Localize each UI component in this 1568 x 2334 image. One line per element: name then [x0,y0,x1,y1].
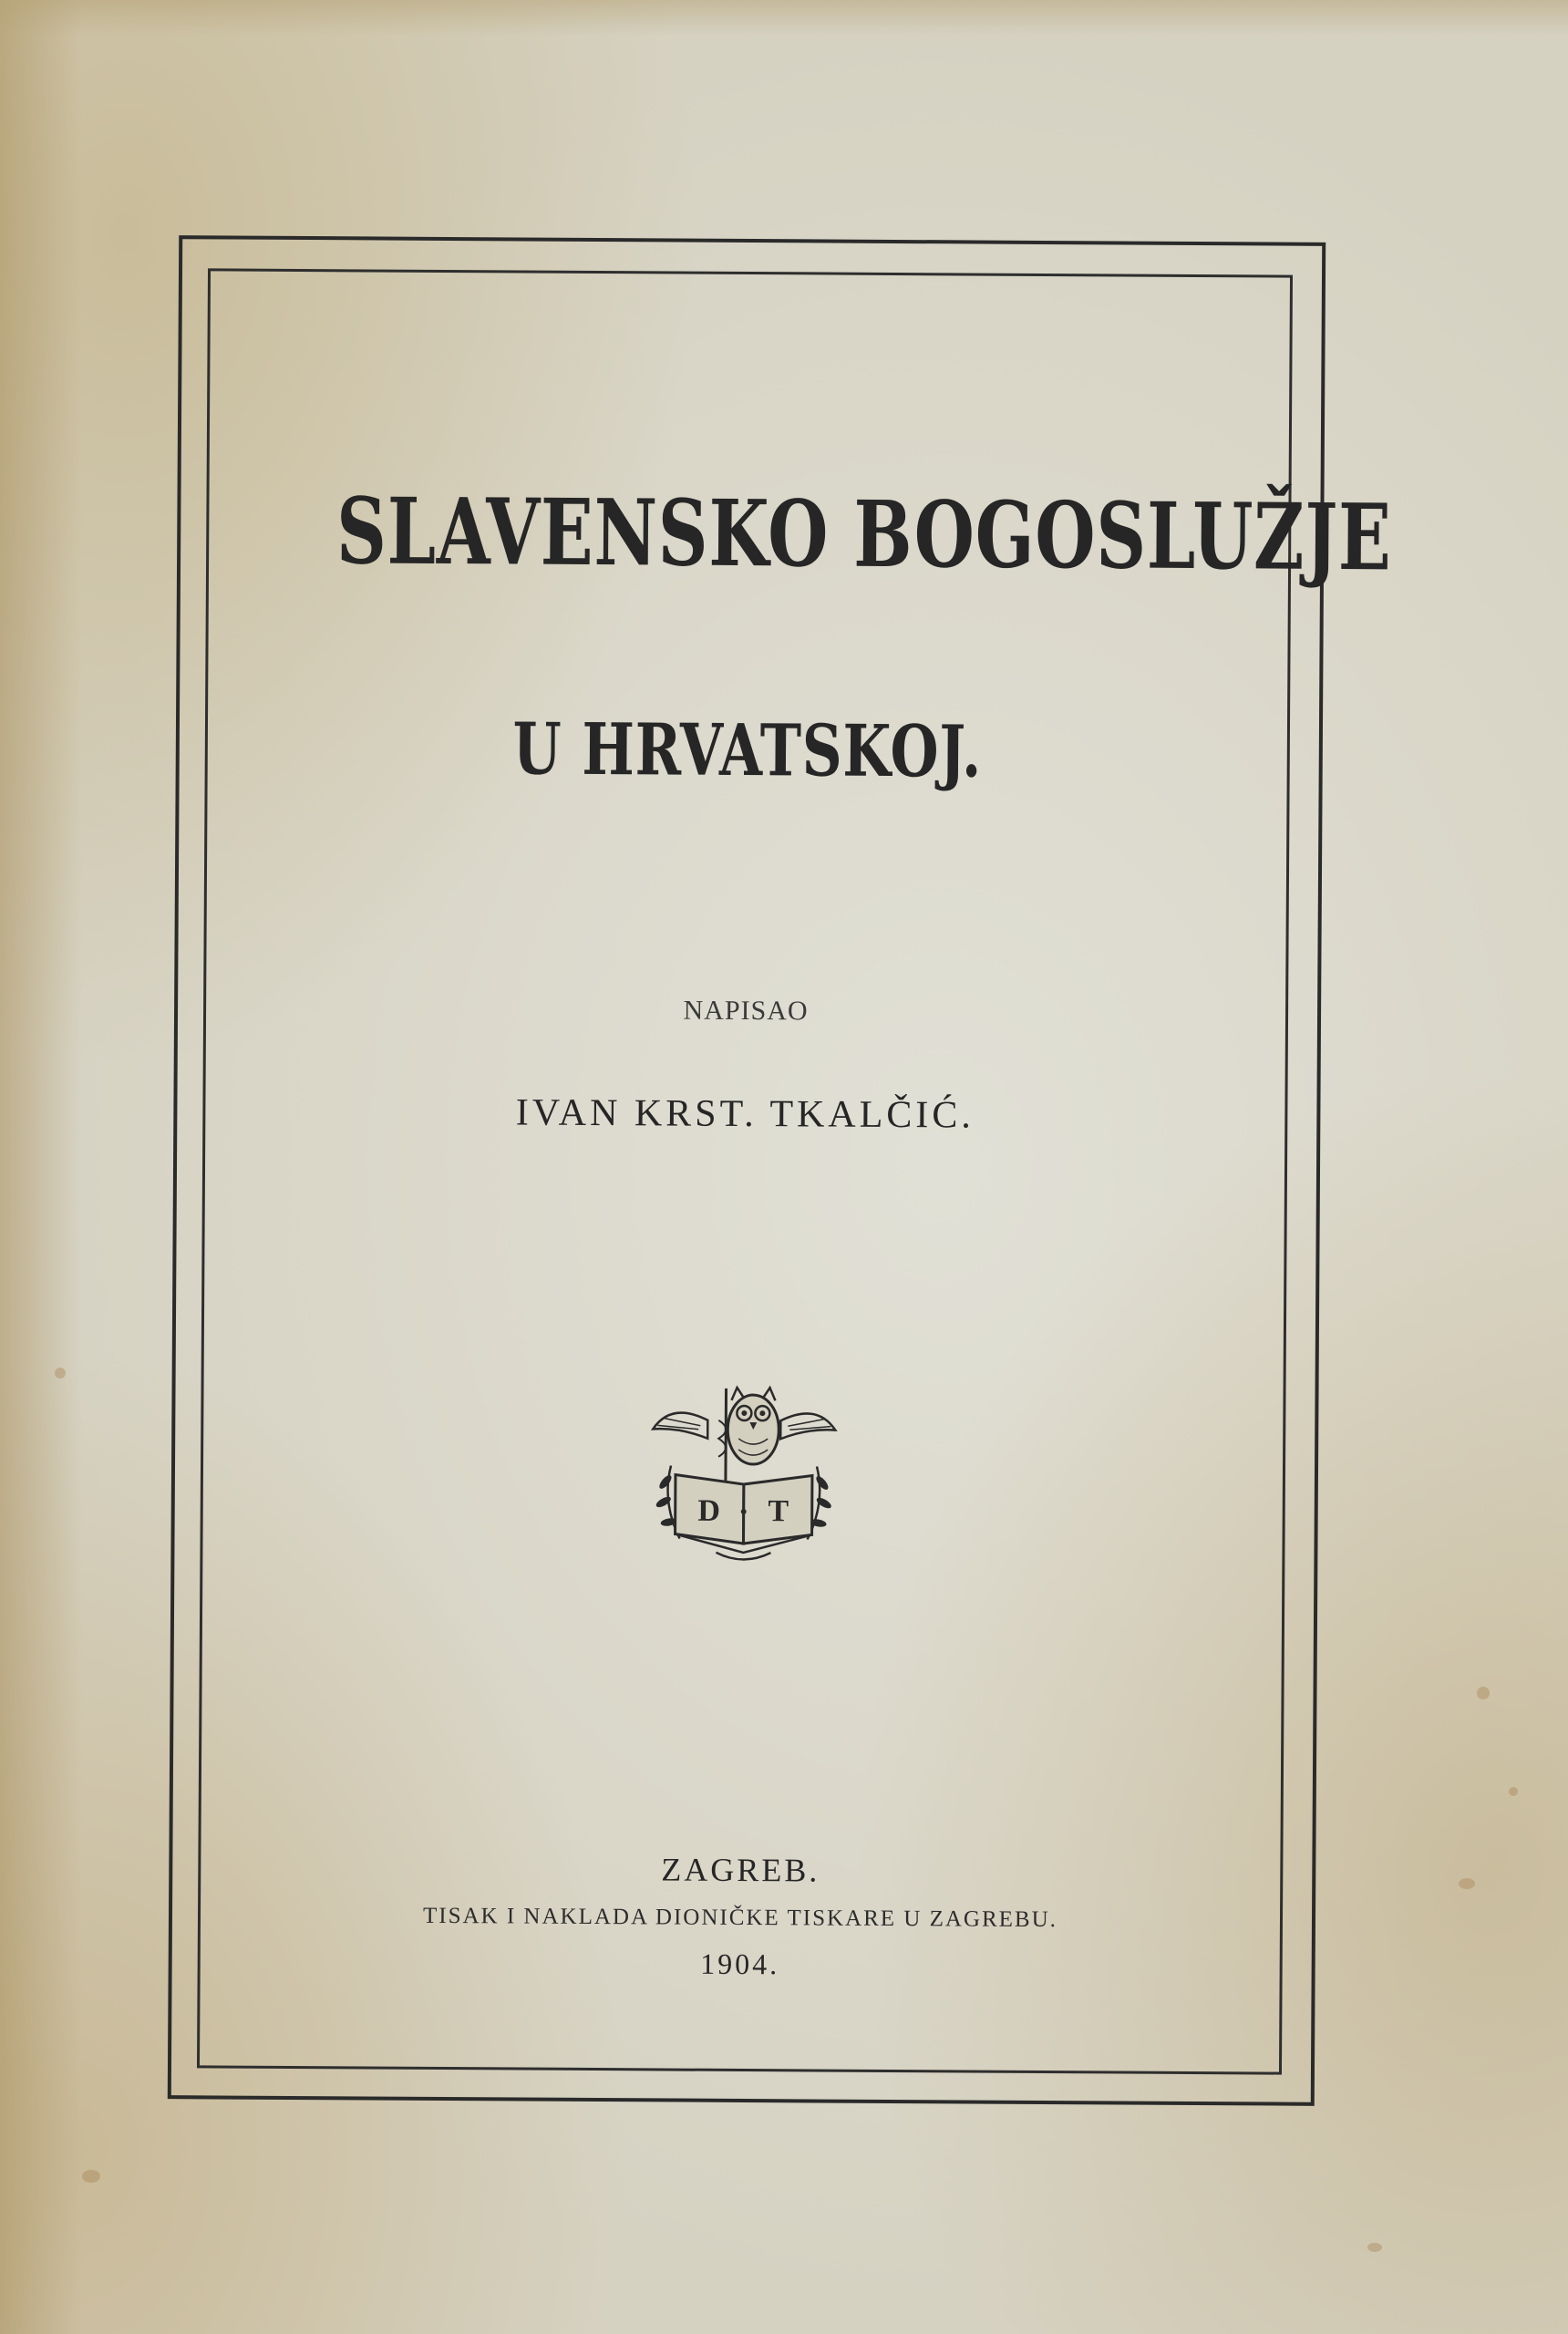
imprint-place: ZAGREB. [661,1851,820,1889]
spine-stain [0,0,82,2334]
svg-text:D: D [697,1493,721,1528]
author-name: IVAN KRST. TKALČIĆ. [515,1091,975,1137]
title-line-2: U HRVATSKOJ. [512,707,983,794]
imprint-year: 1904. [700,1947,780,1981]
foxing-spot [1509,1787,1518,1796]
foxing-spot [1477,1687,1490,1699]
svg-text:T: T [768,1494,789,1529]
cover-content [197,268,1393,2074]
foxing-spot [1459,1878,1475,1889]
foxing-spot [1367,2243,1382,2252]
owl-book-printer-emblem-icon [643,1365,844,1566]
foxing-spot [82,2170,100,2183]
foxing-spot [55,1368,66,1379]
top-edge-stain [0,0,1568,36]
byline-label: NAPISAO [683,995,809,1027]
title-line-1: SLAVENSKO BOGOSLUŽJE [335,477,1393,592]
imprint-printer: TISAK I NAKLADA DIONIČKE TISKARE U ZAGREBU. [422,1903,1058,1933]
